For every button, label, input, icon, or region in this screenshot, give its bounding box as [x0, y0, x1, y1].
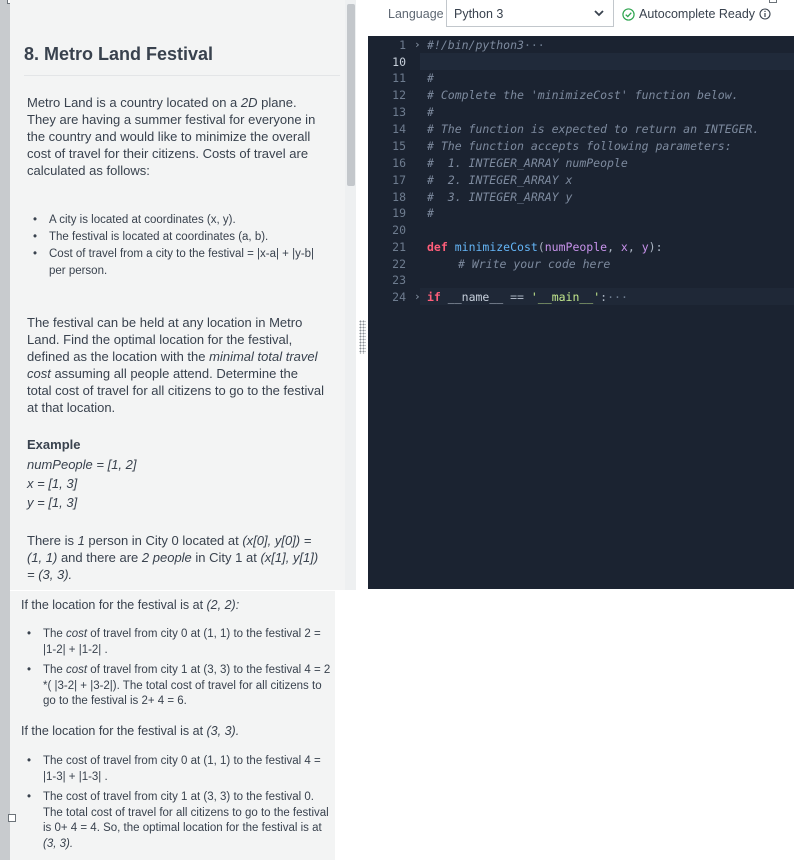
- info-icon[interactable]: [759, 8, 771, 20]
- line-number: 24: [392, 290, 406, 304]
- case2-lead-text: If the location for the festival is at: [21, 724, 207, 738]
- problem-statement-panel: [10, 0, 345, 590]
- function-name-token: minimizeCost: [454, 240, 538, 254]
- code-line-12: # Complete the 'minimizeCost' function below.: [427, 88, 739, 102]
- code-line-14: # The function is expected to return an INTEGER.: [427, 122, 760, 136]
- example-explanation: [27, 532, 325, 583]
- case1-list: [21, 627, 333, 710]
- current-line-highlight: [420, 53, 794, 70]
- language-value: Python 3: [454, 7, 504, 21]
- line-number-active: 10: [392, 55, 406, 69]
- line-number: 15: [392, 139, 406, 153]
- code-line-24: [427, 290, 628, 304]
- rule-item: • The festival is located at coordinates (a, b).: [27, 229, 317, 246]
- operator-token: ==: [510, 290, 524, 304]
- code-line-21: def minimizeCost(numPeople, x, y):: [427, 240, 663, 254]
- explain-emphasis: (x[1], y[1]) = (3, 3).: [27, 550, 319, 582]
- item-emphasis: (3, 3).: [43, 837, 74, 850]
- comment-token: #!/bin/python3: [427, 38, 524, 52]
- code-editor[interactable]: [368, 36, 794, 589]
- drag-handle-icon[interactable]: [359, 320, 366, 354]
- case2-item: • The cost of travel from city 0 at (1, 1) to the festival 4 = |1-3| + |1-3| .: [21, 754, 333, 785]
- language-select[interactable]: [446, 0, 614, 27]
- item-emphasis: cost: [66, 664, 88, 677]
- intro-text-b: plane. They are having a summer festival for everyone in the country and would like to minimize the overall cost of travel for their citizens. Costs of travel are calculated as follows:: [27, 95, 316, 178]
- code-line-19: #: [427, 206, 434, 220]
- param-token: y: [641, 240, 649, 254]
- autocomplete-status: [622, 7, 771, 21]
- task-text-b: assuming all people attend. Determine the total cost of travel for all citizens to go to the festival at that location.: [27, 366, 324, 415]
- code-line-15: # The function accepts following parameters:: [427, 139, 732, 153]
- folded-ellipsis[interactable]: ···: [523, 38, 545, 52]
- code-line-18: # 3. INTEGER_ARRAY y: [427, 190, 573, 204]
- line-number: 22: [392, 257, 406, 271]
- code-line-13: #: [427, 105, 434, 119]
- problem-overflow-panel: [10, 591, 335, 860]
- param-token: numPeople: [544, 240, 608, 254]
- problem-scrollbar-thumb[interactable]: [347, 4, 355, 186]
- explain-text: person in City 0 located at: [84, 533, 243, 548]
- autocomplete-text: Autocomplete Ready: [639, 7, 756, 21]
- rule-item: • A city is located at coordinates (x, y).: [27, 212, 317, 229]
- line-number: 11: [392, 71, 406, 85]
- task-paragraph: [27, 314, 325, 416]
- case1-location: (2, 2):: [206, 598, 240, 612]
- item-text: The cost of travel from city 1 at (3, 3) to the festival 0. The total cost of travel for all citizens to go to the festival is 0+ 4 = 4. So, the optimal location for the festival is at: [43, 791, 329, 835]
- item-text: of travel from city 0 at (1, 1) to the festival 2 = |1-2| + |1-2| .: [43, 628, 321, 656]
- line-number: 1: [399, 38, 406, 52]
- left-edge-bar: [0, 0, 10, 860]
- example-line: x = [1, 3]: [27, 476, 78, 491]
- check-circle-icon: [622, 8, 635, 21]
- chevron-down-icon: [593, 7, 605, 19]
- identifier-token: __name__: [447, 290, 504, 304]
- line-number: 21: [392, 240, 406, 254]
- title-divider: [24, 75, 340, 76]
- code-line-22: # Write your code here: [458, 257, 611, 271]
- explain-emphasis: 2 people: [141, 550, 192, 565]
- fold-arrow-icon[interactable]: ›: [414, 38, 421, 51]
- line-number: 12: [392, 88, 406, 102]
- item-text: The: [43, 628, 67, 640]
- example-heading: Example: [27, 437, 81, 452]
- intro-paragraph: [27, 94, 325, 179]
- explain-text: and there are: [57, 550, 142, 565]
- case2-location: (3, 3).: [206, 724, 240, 738]
- line-number: 16: [392, 156, 406, 170]
- string-token: '__main__': [530, 290, 601, 304]
- explain-text: in City 1 at: [191, 550, 261, 565]
- intro-text-a: Metro Land is a country located on a: [27, 95, 241, 110]
- case2-lead: [21, 723, 239, 739]
- code-line-16: # 1. INTEGER_ARRAY numPeople: [427, 156, 628, 170]
- item-text: The: [43, 664, 67, 677]
- item-emphasis: cost: [66, 628, 88, 640]
- example-line: numPeople = [1, 2]: [27, 457, 137, 472]
- line-number: 13: [392, 105, 406, 119]
- fold-arrow-icon[interactable]: ›: [414, 290, 421, 303]
- explain-text: There is: [27, 533, 78, 548]
- code-line-17: # 2. INTEGER_ARRAY x: [427, 173, 573, 187]
- line-number: 17: [392, 173, 406, 187]
- task-emphasis: minimal total travel cost: [27, 349, 318, 381]
- code-line-11: #: [427, 71, 434, 85]
- param-token: x: [620, 240, 628, 254]
- cost-rules-list: [27, 212, 317, 280]
- folded-ellipsis[interactable]: ···: [607, 290, 628, 304]
- example-line: y = [1, 3]: [27, 495, 78, 510]
- punctuation-token: :: [600, 290, 608, 304]
- code-line-1: [427, 38, 545, 52]
- item-text: of travel from city 1 at (3, 3) to the festival 4 = 2 *( |3-2| + |3-2|). The total cost of travel for all citizens to go to the festival is 2+ 4 = 6.: [43, 664, 331, 708]
- keyword-token: if: [427, 290, 441, 304]
- case2-item: [21, 790, 333, 852]
- case1-item: [21, 663, 333, 710]
- case1-lead-text: If the location for the festival is at: [21, 598, 207, 612]
- line-number: 14: [392, 122, 406, 136]
- case2-list: [21, 754, 333, 853]
- problem-title: 8. Metro Land Festival: [24, 44, 214, 64]
- case1-lead: [21, 597, 239, 613]
- keyword-token: def: [427, 240, 448, 254]
- line-number: 19: [392, 206, 406, 220]
- language-label: Language: [388, 7, 444, 21]
- selection-handle-bottom[interactable]: [8, 814, 16, 822]
- task-text-a: The festival can be held at any location in Metro Land. Find the optimal location for the festival, defined as the location with the: [27, 315, 303, 364]
- editor-toolbar: [368, 0, 794, 36]
- line-number: 18: [392, 190, 406, 204]
- line-number: 20: [392, 223, 406, 237]
- line-number: 23: [392, 273, 406, 287]
- explain-emphasis: (x[0], y[0]) = (1, 1): [27, 533, 312, 565]
- selection-handle-toolbar[interactable]: [769, 0, 777, 3]
- explain-emphasis: 1: [77, 533, 85, 548]
- rule-item: • Cost of travel from a city to the festival = |x-a| + |y-b| per person.: [27, 246, 317, 280]
- intro-emphasis: 2D: [240, 95, 258, 110]
- case1-item: [21, 627, 333, 658]
